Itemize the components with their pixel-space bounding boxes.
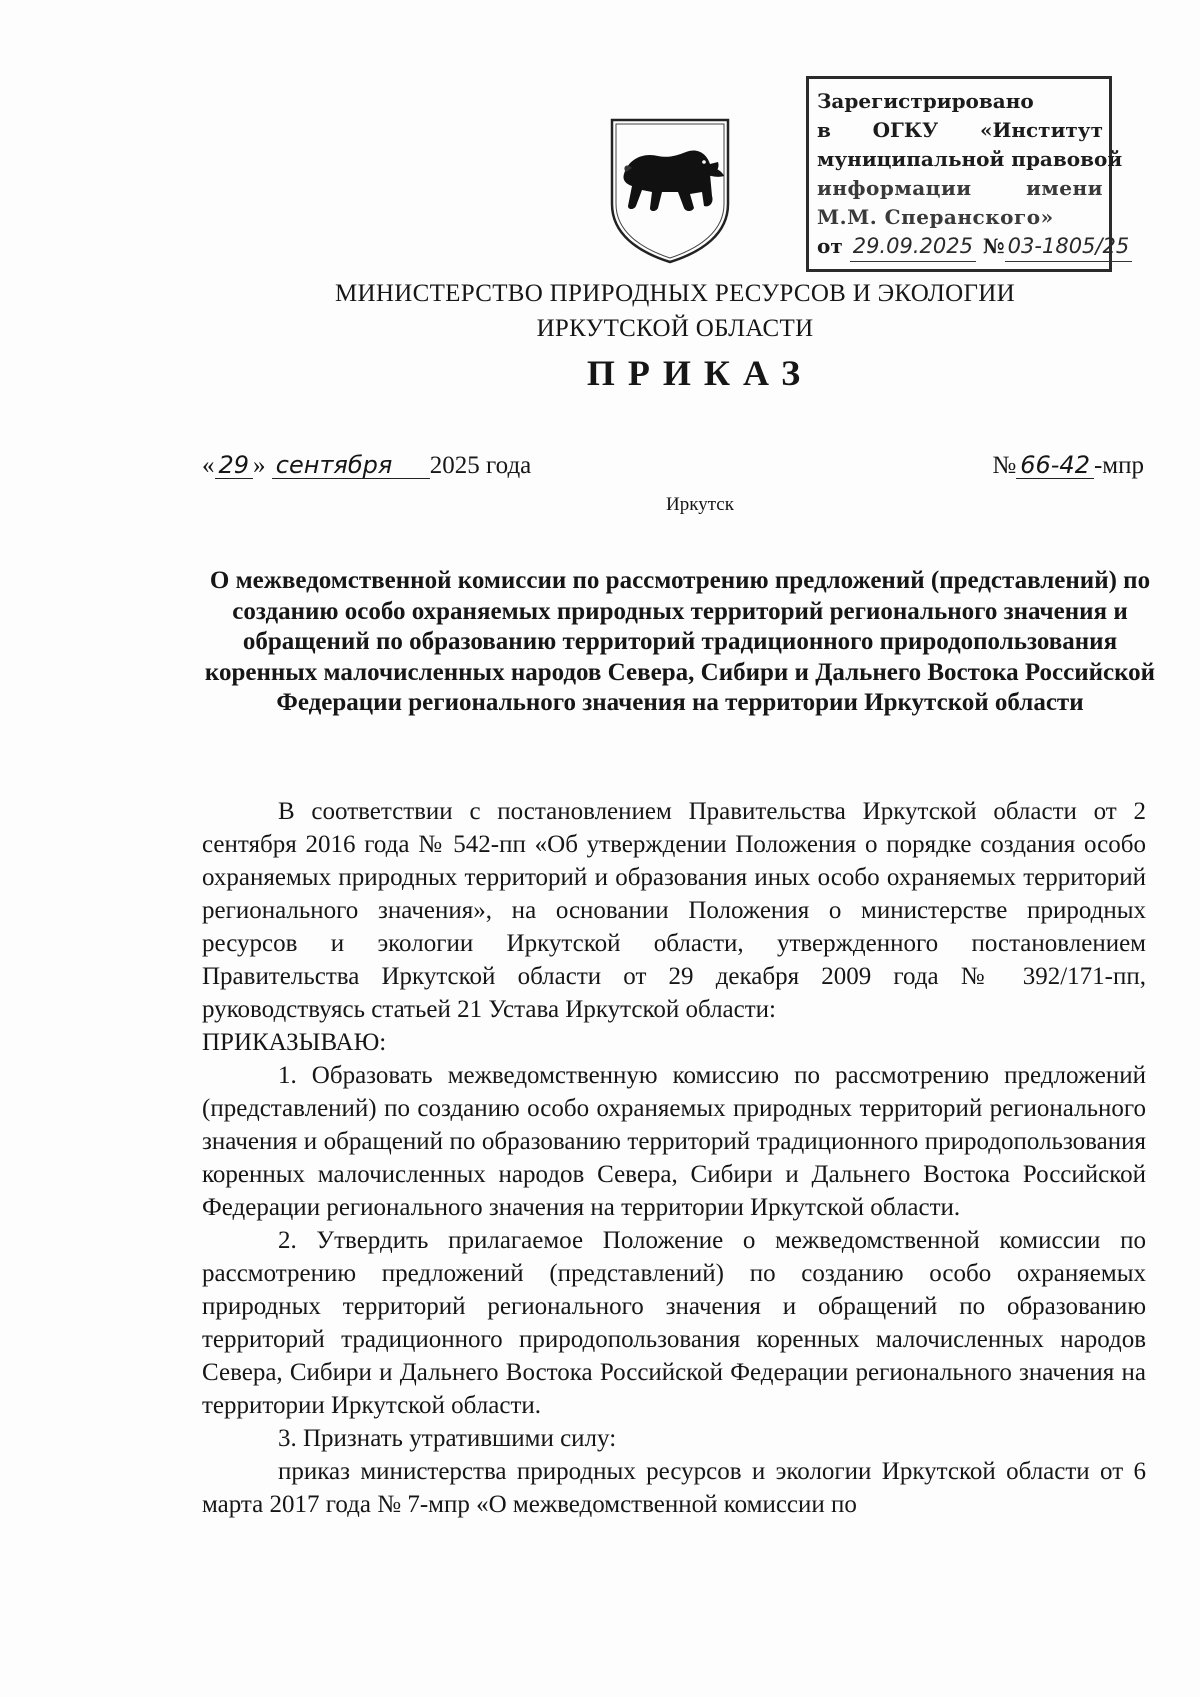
ministry-line-2: ИРКУТСКОЙ ОБЛАСТИ — [536, 315, 814, 342]
stamp-line-speransky: М.М. Сперанского» — [817, 205, 1054, 229]
order-item-3-text: приказ министерства природных ресурсов и экологии Иркутской области от 6 марта 2017 года № 7-мпр «О межведомственной комиссии по — [202, 1458, 1146, 1518]
stamp-line-date-number — [817, 232, 1130, 262]
document-type-title: ПРИКАЗ — [586, 353, 814, 393]
ministry-name — [0, 276, 1200, 346]
stamp-ogku: ОГКУ — [872, 118, 939, 142]
order-body — [202, 795, 1146, 1521]
stamp-in: в — [817, 118, 831, 142]
stamp-line-registered: Зарегистрировано — [817, 89, 1034, 113]
stamp-number-prefix: № — [982, 234, 1005, 258]
stamp-line-institute — [817, 116, 1103, 145]
order-number-prefix: № — [992, 452, 1017, 479]
date-month: сентября — [272, 452, 430, 479]
order-keyword: ПРИКАЗЫВАЮ: — [202, 1029, 387, 1056]
date-year: 2025 года — [429, 452, 532, 479]
order-item-2: 2. Утвердить прилагаемое Положение о межведомственной комиссии по рассмотрению предложений (представлений) по созданию особо охраняемых природных территорий регионального значения и обращений по образованию территорий традиционного природопользования коренных малочисленных народов Севера, Сибири и Дальнего Востока Российской Федерации регионального значения на территории Иркутской области. — [202, 1227, 1146, 1419]
date-quote-close: » — [253, 452, 266, 479]
stamp-line-information — [817, 174, 1103, 203]
stamp-information: информации — [817, 176, 972, 200]
stamp-number-value: 03-1805/25 — [1005, 232, 1133, 262]
coat-of-arms-icon — [606, 112, 734, 264]
stamp-institute: «Институт — [979, 118, 1103, 142]
order-number-value: 66-42 — [1016, 452, 1094, 479]
stamp-named: имени — [1026, 176, 1103, 200]
order-item-3: 3. Признать утратившими силу: — [278, 1425, 617, 1452]
order-title: О межведомственной комиссии по рассмотрению предложений (представлений) по созданию особо охраняемых природных территорий регионального значения и обращений по образованию территорий традиционного природопользования коренных малочисленных народов Севера, Сибири и Дальнего Востока Российской Федерации регионального значения на территории Иркутской области — [204, 567, 1156, 716]
stamp-line-municipal: муниципальной правовой — [817, 147, 1123, 171]
order-number — [992, 450, 1144, 482]
ministry-line-1: МИНИСТЕРСТВО ПРИРОДНЫХ РЕСУРСОВ И ЭКОЛОГИИ — [335, 280, 1015, 307]
date-day: 29 — [215, 452, 254, 479]
preamble-paragraph: В соответствии с постановлением Правительства Иркутской области от 2 сентября 2016 года № 542-пп «Об утверждении Положения о порядке создания особо охраняемых природных территорий и образования иных особо охраняемых территорий регионального значения», на основании Положения о министерстве природных ресурсов и экологии Иркутской области, утвержденного постановлением Правительства Иркутской области от 29 декабря 2009 года № 392/171-пп, руководствуясь статьей 21 Устава Иркутской области: — [202, 798, 1146, 1023]
order-number-suffix: -мпр — [1093, 452, 1144, 479]
order-city: Иркутск — [666, 494, 734, 515]
registration-stamp — [806, 76, 1130, 272]
order-date — [202, 450, 531, 482]
stamp-date-prefix: от — [817, 234, 843, 258]
stamp-date-value: 29.09.2025 — [850, 232, 976, 262]
order-item-1: 1. Образовать межведомственную комиссию по рассмотрению предложений (представлений) по созданию особо охраняемых природных территорий регионального значения и обращений по образованию территорий традиционного природопользования коренных малочисленных народов Севера, Сибири и Дальнего Востока Российской Федерации регионального значения на территории Иркутской области. — [202, 1062, 1146, 1221]
date-quote-open: « — [202, 452, 215, 479]
